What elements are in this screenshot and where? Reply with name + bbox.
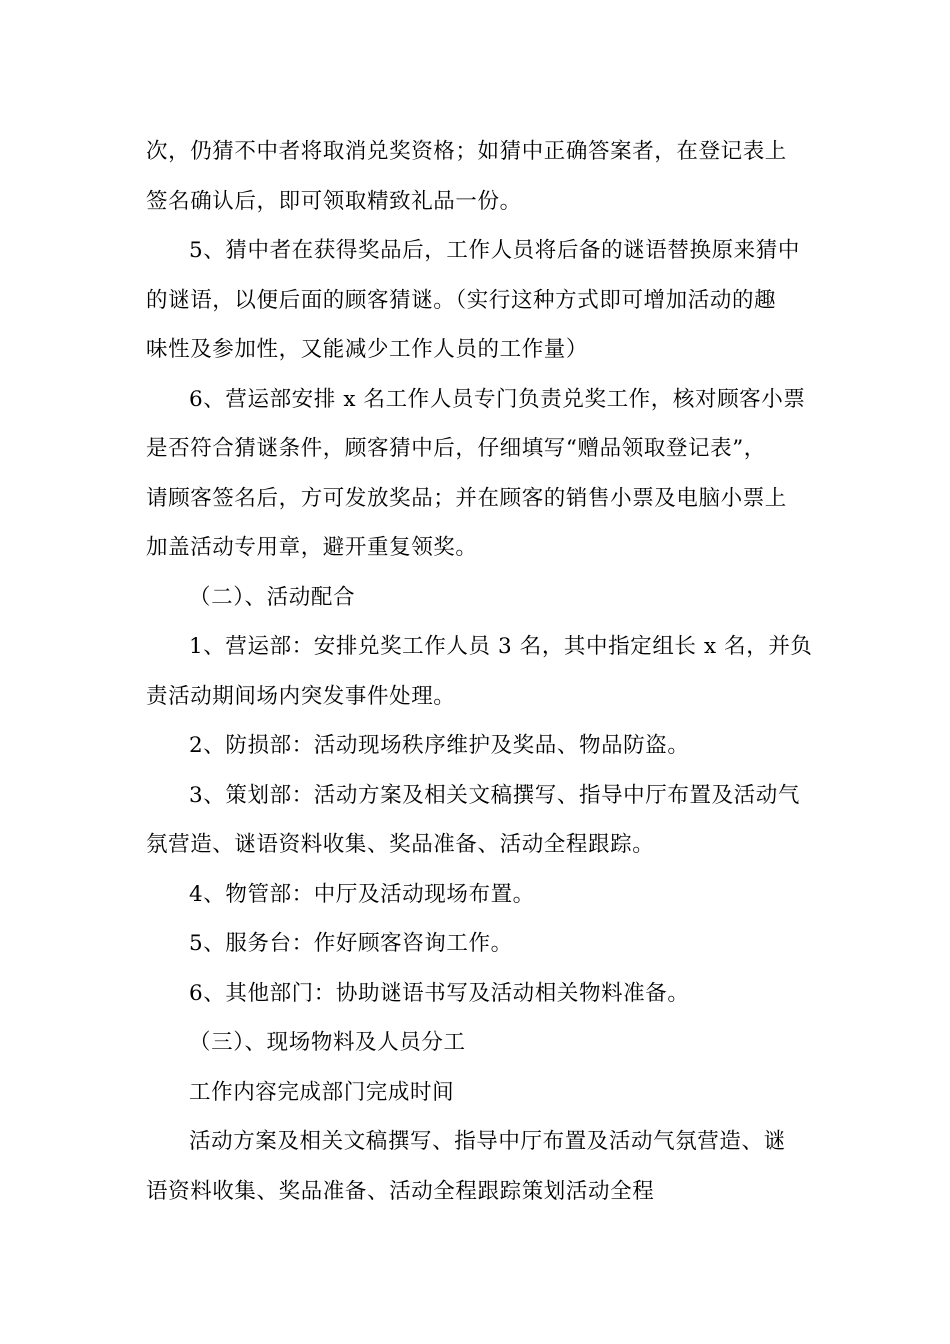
text-line: 签名确认后，即可领取精致礼品一份。	[146, 188, 522, 214]
document-body	[146, 127, 813, 1216]
text-line: 语资料收集、奖品准备、活动全程跟踪策划活动全程	[146, 1178, 655, 1204]
text-line: 氛营造、谜语资料收集、奖品准备、活动全程跟踪。	[146, 832, 655, 857]
text-line: 是否符合猜谜条件，顾客猜中后，仔细填写“赠品领取登记表”，	[146, 436, 766, 461]
text-line: 加盖活动专用章，避开重复领奖。	[146, 535, 478, 560]
section-heading: （二）、活动配合	[189, 584, 356, 610]
text-line: 工作内容完成部门完成时间	[189, 1079, 455, 1105]
text-line: 2、防损部：活动现场秩序维护及奖品、物品防盗。	[189, 733, 690, 758]
section-heading: （三）、现场物料及人员分工	[189, 1030, 466, 1055]
text-line: 1、营运部：安排兑奖工作人员 3 名，其中指定组长 x 名，并负	[189, 634, 813, 659]
text-line: 活动方案及相关文稿撰写、指导中厅布置及活动气氛营造、谜	[189, 1129, 786, 1154]
text-line: 请顾客签名后，方可发放奖品；并在顾客的销售小票及电脑小票上	[146, 485, 787, 511]
text-line: 的谜语，以便后面的顾客猜谜。（实行这种方式即可增加活动的趣	[146, 287, 777, 313]
text-line: 6、其他部门：协助谜语书写及活动相关物料准备。	[189, 980, 690, 1006]
text-line: 5、服务台：作好顾客咨询工作。	[189, 931, 513, 956]
text-line: 6、营运部安排 x 名工作人员专门负责兑奖工作，核对顾客小票	[189, 386, 806, 412]
text-line: 次，仍猜不中者将取消兑奖资格；如猜中正确答案者，在登记表上	[146, 139, 787, 164]
text-line: 3、策划部：活动方案及相关文稿撰写、指导中厅布置及活动气	[189, 782, 800, 808]
text-line: 5、猜中者在获得奖品后，工作人员将后备的谜语替换原来猜中	[189, 238, 800, 263]
text-line: 味性及参加性，又能减少工作人员的工作量）	[146, 337, 589, 362]
text-line: 4、物管部：中厅及活动现场布置。	[189, 881, 535, 907]
text-line: 责活动期间场内突发事件处理。	[146, 683, 456, 709]
